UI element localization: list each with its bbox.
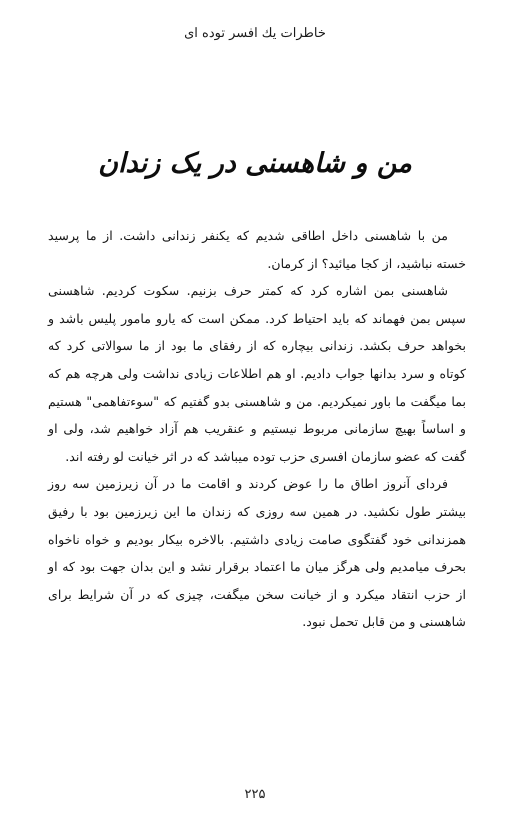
- page-number: ۲۲۵: [244, 787, 266, 802]
- chapter-title: من و شاهسنی در یک زندان: [98, 148, 412, 179]
- paragraph-3: فردای آنروز اطاق ما را عوض کردند و اقامت ما در آن زیرزمین سه روز بیشتر طول نکشید. در همین سه روزی که زندان ما این زیرزمین بود با رفیق همزندانی خود گفتگوی صامت زیادی داشتیم. بالاخره بیکار بودیم و خواه ناخواه بحرف میامدیم ولی هرگز میان ما اعتماد برقرار نشد و این بدان جهت بود که او از حزب انتقاد میکرد و از خیانت سخن میگفت، چیزی که در آن شرایط برای شاهسنی و من قابل تحمل نبود.: [48, 476, 466, 630]
- paragraph-1: من با شاهسنی داخل اطاقی شدیم که یکنفر زندانی داشت. از ما پرسید خسته نباشید، از کجا میائید؟ از کرمان.: [48, 228, 466, 271]
- paragraph-2: شاهسنی بمن اشاره کرد که کمتر حرف بزنیم. سکوت کردیم. شاهسنی سپس بمن فهماند که باید احتیاط کرد. ممکن است که یارو مامور پلیس باشد و بخواهد حرف بکشد. زندانی بیچاره که از رفقای ما بود از ما سوالاتی کرد که کوتاه و سرد بدانها جواب دادیم. او هم اطلاعات زیادی نداشت ولی هرچه هم که بما میگفت ما باور نمیکردیم. من و شاهسنی بدو گفتیم که "سوءتفاهمی" هستیم و اساساً بهیچ سازمانی مربوط نیستیم و عنقریب هم آزاد خواهیم شد، ولی او گفت که عضو سازمان افسری حزب توده میباشد که در اثر خیانت لو رفته اند.: [48, 283, 466, 464]
- body-text: [48, 222, 466, 636]
- running-header: خاطرات یك افسر توده ای: [184, 26, 326, 41]
